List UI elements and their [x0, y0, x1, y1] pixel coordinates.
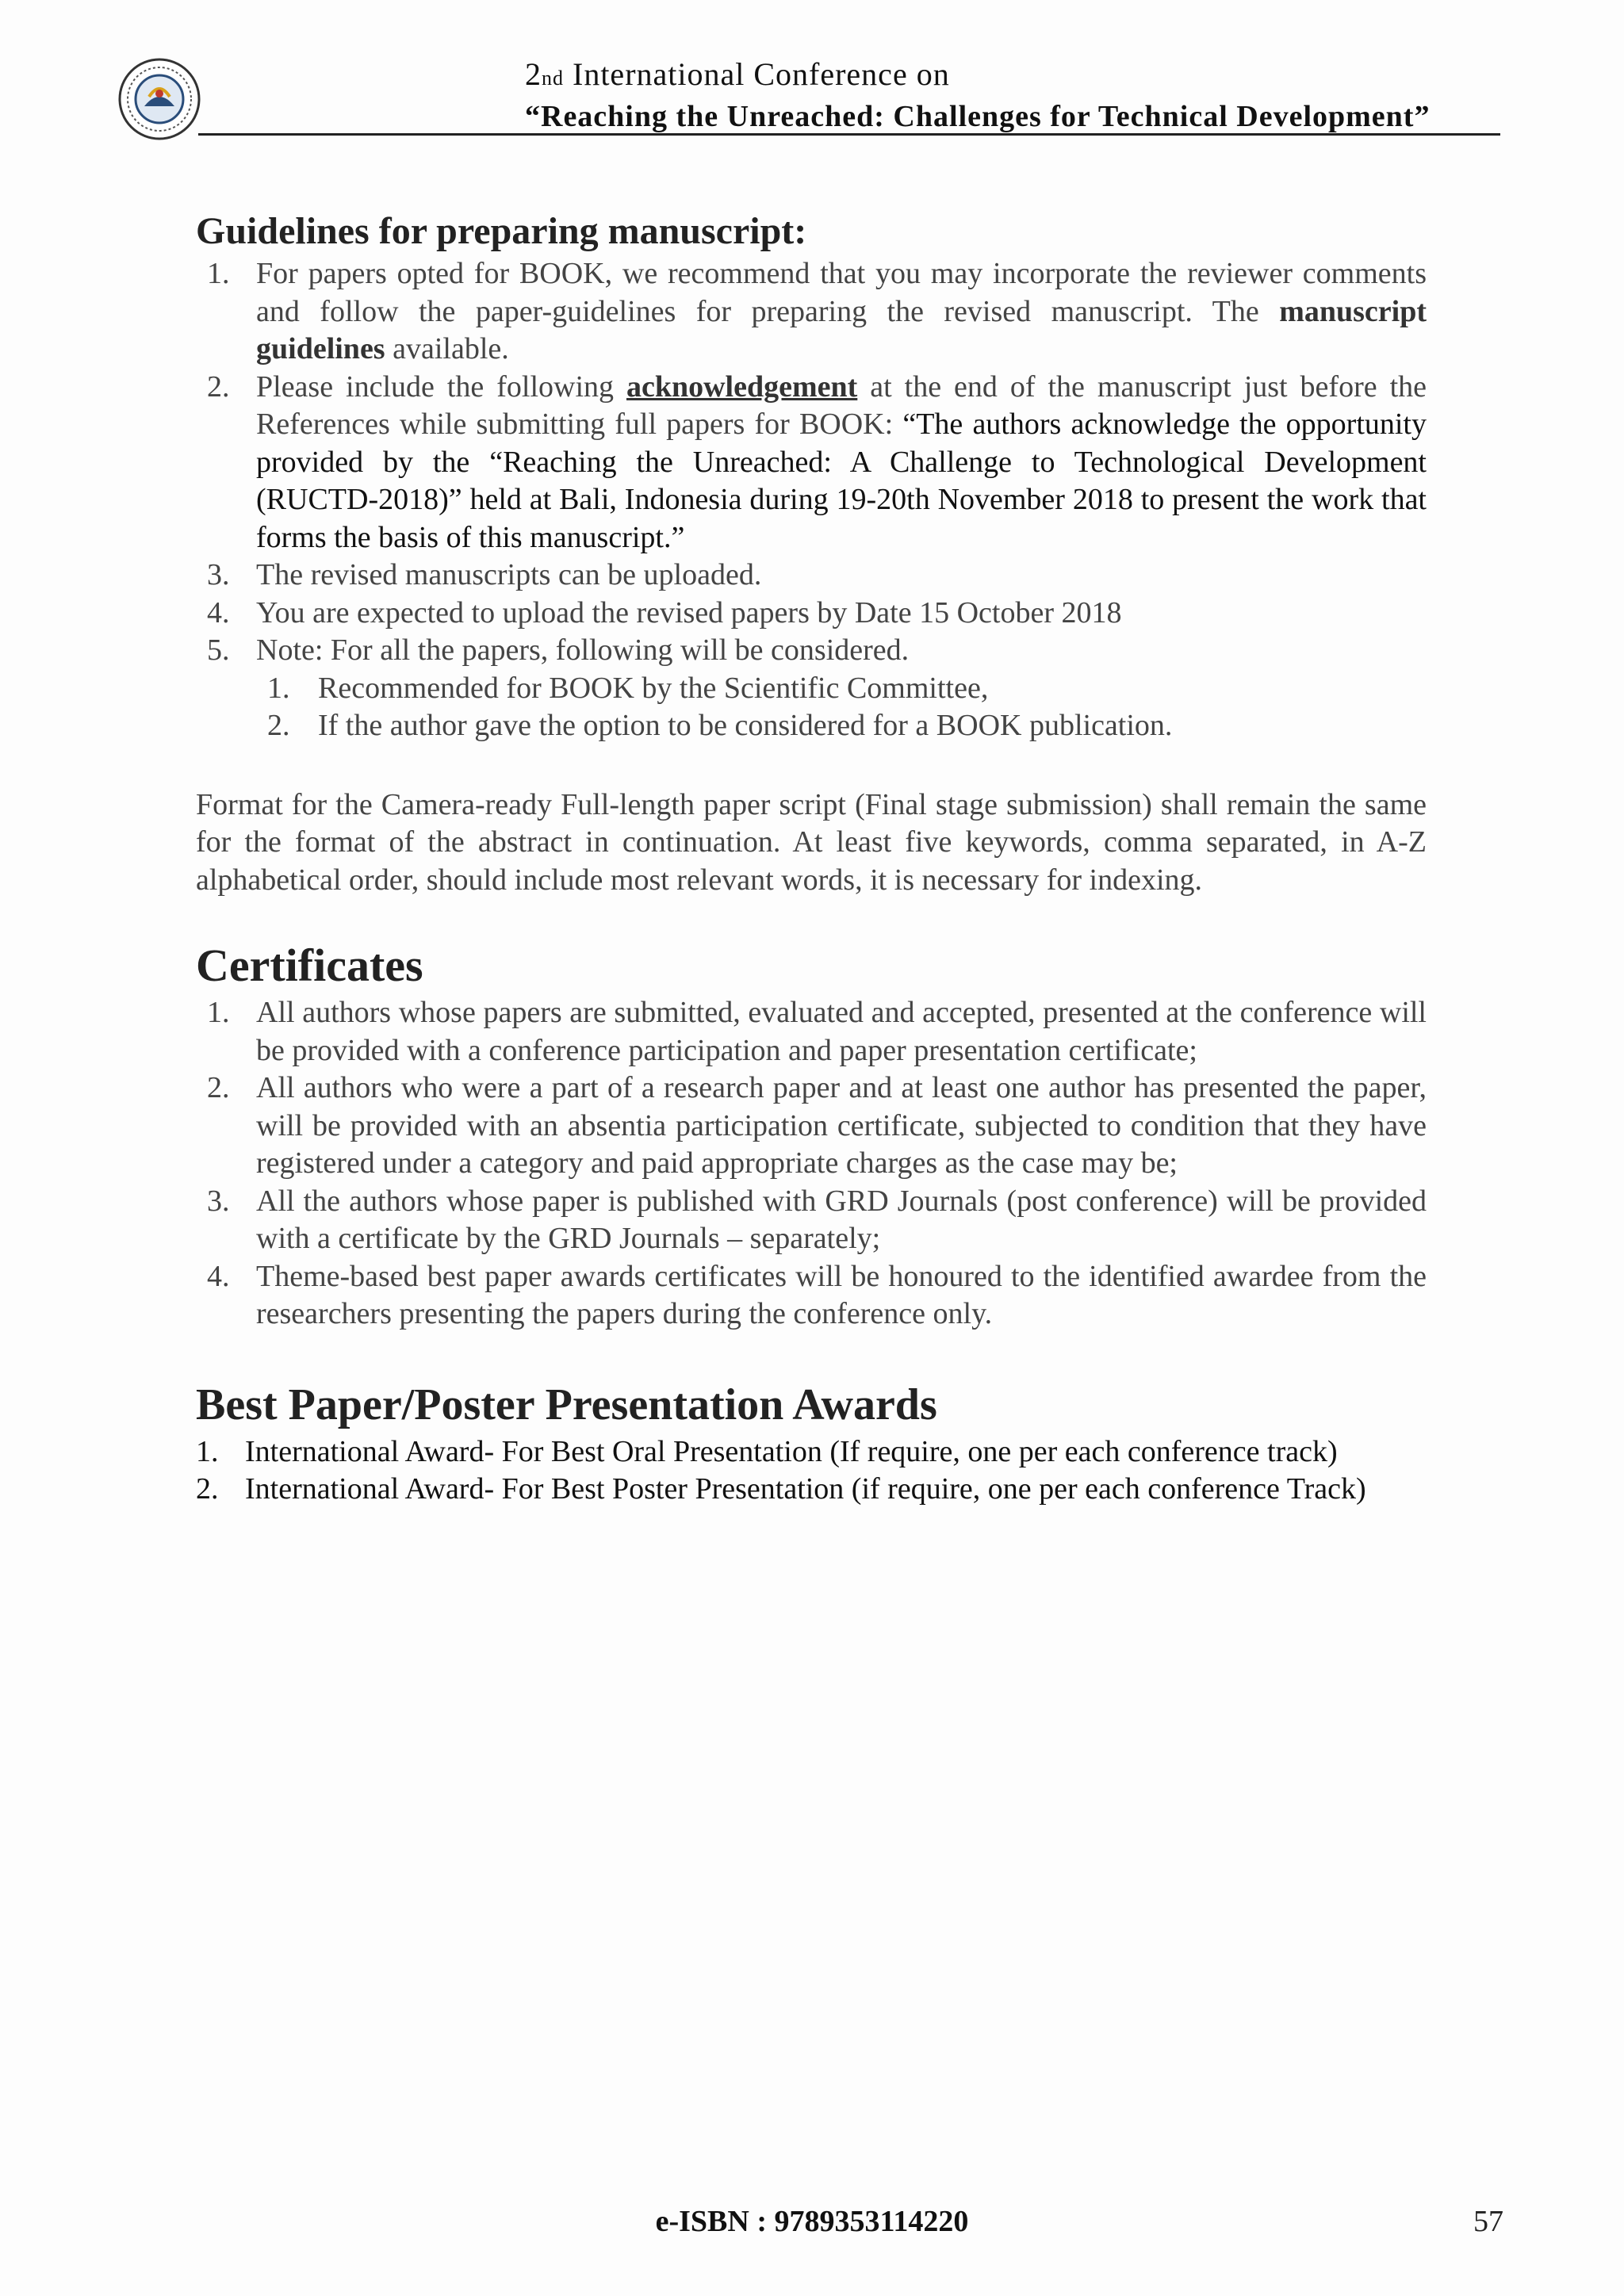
list-number: 5. — [207, 633, 230, 667]
list-item-text: International Award- For Best Poster Presentation (if require, one per each conference Track) — [245, 1472, 1366, 1506]
list-number: 4. — [207, 1259, 230, 1293]
list-item — [196, 595, 1427, 633]
list-number: 2. — [207, 369, 230, 404]
guidelines-heading: Guidelines for preparing manuscript: — [196, 210, 807, 252]
sublist-item-text: Recommended for BOOK by the Scientific Committee, — [318, 671, 989, 705]
list-item — [196, 1471, 1427, 1509]
list-item-text: Note: For all the papers, following will be considered. — [256, 633, 910, 667]
certificates-list — [196, 994, 1427, 1334]
awards-list — [196, 1433, 1427, 1509]
list-item-text: All the authors whose paper is published with GRD Journals (post conference) will be provided with a certificate by the GRD Journals – separately; — [256, 1184, 1427, 1255]
list-item — [196, 632, 1427, 745]
list-number: 2. — [196, 1472, 219, 1506]
list-number: 3. — [207, 1184, 230, 1218]
list-item — [196, 1433, 1427, 1471]
list-item-text: All authors who were a part of a research paper and at least one author has presented the paper, will be provided with an absentia participation certificate, subjected to condition that they have registered under a category and paid appropriate charges as the case may be; — [256, 1071, 1427, 1180]
list-item-text: Theme-based best paper awards certificates will be honoured to the identified awardee from the researchers presenting the papers during the conference only. — [256, 1259, 1427, 1330]
list-number: 1. — [267, 671, 290, 705]
header-ordinal-number: 2 — [525, 56, 542, 92]
list-item — [196, 1070, 1427, 1183]
sublist-item — [256, 670, 1427, 708]
list-item — [196, 255, 1427, 369]
list-item-text: International Award- For Best Oral Presentation (If require, one per each conference track) — [245, 1434, 1338, 1468]
note-sublist — [256, 670, 1427, 745]
header-conference-line — [525, 55, 1500, 98]
running-header — [525, 55, 1500, 136]
list-number: 1. — [207, 257, 230, 290]
list-number: 3. — [207, 558, 230, 591]
list-item-text: All authors whose papers are submitted, evaluated and accepted, presented at the conference will be provided with a conference participation and paper presentation certificate; — [256, 996, 1427, 1067]
list-item — [196, 1258, 1427, 1334]
sublist-item — [256, 707, 1427, 745]
list-number: 1. — [196, 1434, 219, 1468]
list-item — [196, 369, 1427, 557]
conference-seal-logo — [117, 57, 201, 141]
list-item-text: You are expected to upload the revised papers by Date 15 October 2018 — [256, 595, 1122, 629]
header-conference-title: “Reaching the Unreached: Challenges for Technical Development” — [525, 100, 1431, 133]
list-item-text: Please include the following — [256, 369, 626, 404]
header-rule — [198, 133, 1500, 136]
manuscript-guidelines-text: manuscript guidelines — [256, 294, 1427, 365]
list-item-text: For papers opted for BOOK, we recommend that you may incorporate the reviewer comments and follow the paper-guidelines for preparing the revised manuscript. The — [256, 257, 1427, 328]
header-line1-text: International Conference on — [564, 56, 950, 92]
format-paragraph: Format for the Camera-ready Full-length paper script (Final stage submission) shall remain the same for the format of the abstract in continuation. At least five keywords, comma separated, in A-Z alphabetical order, should include most relevant words, it is necessary for indexing. — [196, 787, 1427, 897]
list-item — [196, 994, 1427, 1070]
header-ordinal-suffix: nd — [542, 67, 564, 90]
certificates-heading: Certificates — [196, 939, 423, 991]
acknowledgement-quote: “The authors acknowledge the opportunity provided by the “Reaching the Unreached: A Challenge to Technological Development (RUCTD-2018)” held at Bali, Indonesia during 19-20th November 2018 to present the work that forms the basis of this manuscript.” — [256, 408, 1427, 554]
list-item — [196, 1183, 1427, 1258]
list-item-text: at the end of the manuscript just before the References while submitting full papers for BOOK: — [256, 369, 1427, 441]
page-number: 57 — [1473, 2205, 1503, 2238]
list-number: 1. — [207, 996, 230, 1029]
guidelines-list — [196, 255, 1427, 745]
list-item-text: The revised manuscripts can be uploaded. — [256, 558, 762, 591]
list-number: 2. — [207, 1071, 230, 1104]
list-number: 2. — [267, 709, 290, 742]
list-item-text: available. — [385, 332, 509, 365]
sublist-item-text: If the author gave the option to be considered for a BOOK publication. — [318, 709, 1173, 742]
awards-heading: Best Paper/Poster Presentation Awards — [196, 1380, 937, 1429]
footer-isbn: e-ISBN : 9789353114220 — [655, 2205, 969, 2238]
list-item — [196, 557, 1427, 595]
page-content — [196, 208, 1427, 1509]
acknowledgement-text: acknowledgement — [626, 369, 858, 404]
list-number: 4. — [207, 595, 230, 629]
